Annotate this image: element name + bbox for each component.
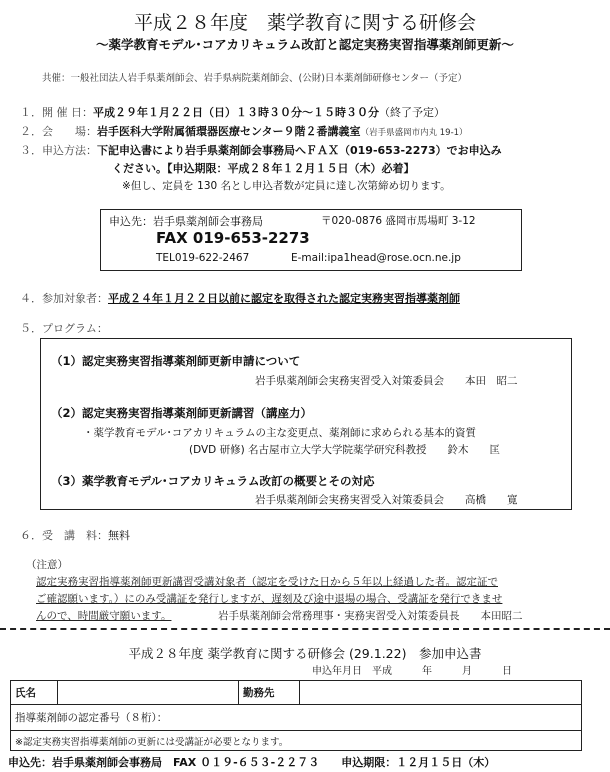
- item-apply-line2: ください。【申込期限：平成２８年１２月１５日（木）必着】: [112, 162, 415, 175]
- contact-label: 申込先：岩手県薬剤師会事務局: [109, 215, 263, 228]
- contact-box: [100, 209, 522, 271]
- program-2-speaker: (DVD 研修) 名古屋市立大学大学院薬学研究科教授 鈴木 匡: [189, 444, 501, 456]
- item-venue-label: ２．会 場：: [20, 125, 97, 138]
- page-subtitle: ～薬学教育モデル･コアカリキュラム改訂と認定実務実習指導薬剤師更新～: [96, 37, 514, 52]
- contact-tel: TEL019-622-2467: [156, 252, 250, 264]
- item-apply-line1: 下記申込書により岩手県薬剤師会事務局へＦＡＸ（019-653-2273）でお申込み: [97, 144, 502, 157]
- notes-signer: 岩手県薬剤師会常務理事・実務実習受入対策委員長 本田昭二: [218, 610, 523, 622]
- item-venue-value: 岩手医科大学附属循環器医療センター９階２番講義室: [97, 125, 361, 138]
- program-3-speaker: 岩手県薬剤師会実務実習受入対策委員会 高橋 寛: [255, 494, 518, 506]
- notes-line-2: ご確認願います。）にのみ受講証を発行しますが、遅刻及び途中退場の場合、受講証を発行できませ: [36, 593, 503, 605]
- footer: [8, 754, 495, 770]
- program-2-detail: ・薬学教育モデル･コアカリキュラムの主な変更点、薬剤師に求められる基本的資質: [83, 427, 477, 439]
- item-date-label: １．開 催 日：: [20, 106, 93, 119]
- page-title: 平成２８年度 薬学教育に関する研修会: [133, 12, 476, 34]
- item-fee-value: 無料: [108, 529, 130, 542]
- form-date-line: 申込年月日 平成 年 月 日: [312, 666, 512, 677]
- cut-line: [0, 628, 610, 630]
- item-apply-label: ３．申込方法：: [20, 144, 97, 157]
- item-fee-label: ６．受 講 料：: [20, 529, 108, 542]
- item-date-note: （終了予定）: [379, 106, 445, 119]
- program-1-title: （1）認定実務実習指導薬剤師更新申請について: [51, 354, 301, 368]
- name-label: 氏名: [11, 681, 58, 705]
- item-target-label: ４．参加対象者：: [20, 292, 108, 305]
- cert-number-label: 指導薬剤師の認定番号（８桁）：: [15, 712, 168, 724]
- program-box: [40, 338, 572, 510]
- contact-email: E-mail:ipa1head@rose.ocn.ne.jp: [291, 252, 461, 264]
- item-venue: [20, 123, 468, 139]
- program-2-title: （2）認定実務実習指導薬剤師更新講習（講座力）: [51, 406, 312, 420]
- item-target-value: 平成２４年１月２２日以前に認定を取得された認定実務実習指導薬剤師: [108, 292, 460, 305]
- footer-deadline: 申込期限：１２月１５日（木）: [341, 756, 496, 769]
- cert-note: ※認定実務実習指導薬剤師の更新には受講証が必要となります。: [11, 731, 582, 751]
- application-form: [10, 680, 582, 758]
- form-title: 平成２８年度 薬学教育に関する研修会 (29.1.22) 参加申込書: [128, 646, 482, 661]
- contact-fax: FAX 019-653-2273: [156, 229, 310, 247]
- item-date: [20, 104, 445, 120]
- name-field[interactable]: [58, 681, 239, 705]
- notes-line-3: んので、時間厳守願います。: [36, 610, 172, 622]
- item-program-label: ５．プログラム：: [20, 322, 108, 335]
- workplace-label: 勤務先: [239, 681, 300, 705]
- notes-heading: （注意）: [26, 559, 68, 571]
- cert-number-field[interactable]: [11, 705, 582, 731]
- sponsor-line: 共催：一般社団法人岩手県薬剤師会、岩手県病院薬剤師会、(公財)日本薬剤師研修センター（予定）: [42, 73, 468, 84]
- program-1-speaker: 岩手県薬剤師会実務実習受入対策委員会 本田 昭二: [255, 375, 518, 387]
- program-3-title: （3）薬学教育モデル･コアカリキュラム改訂の概要とその対応: [51, 474, 375, 488]
- item-date-value: 平成２９年１月２２日（日）１３時３０分～１５時３０分: [93, 106, 379, 119]
- item-target: [20, 290, 460, 306]
- notes-line-1: 認定実務実習指導薬剤師更新講習受講対象者（認定を受けた日から５年以上経過した者。認定証で: [36, 576, 498, 588]
- item-apply-line3: ※但し、定員を 130 名とし申込者数が定員に達し次第締め切ります。: [122, 180, 451, 192]
- contact-postal: 〒020-0876 盛岡市馬場町 3-12: [321, 215, 476, 227]
- workplace-field[interactable]: [300, 681, 582, 705]
- item-venue-address: （岩手県盛岡市内丸 19-1）: [360, 128, 468, 138]
- footer-destination: 申込先：岩手県薬剤師会事務局 FAX ０１９-６５３-２２７３: [8, 756, 320, 769]
- item-apply: [20, 142, 502, 158]
- item-fee: [20, 527, 130, 543]
